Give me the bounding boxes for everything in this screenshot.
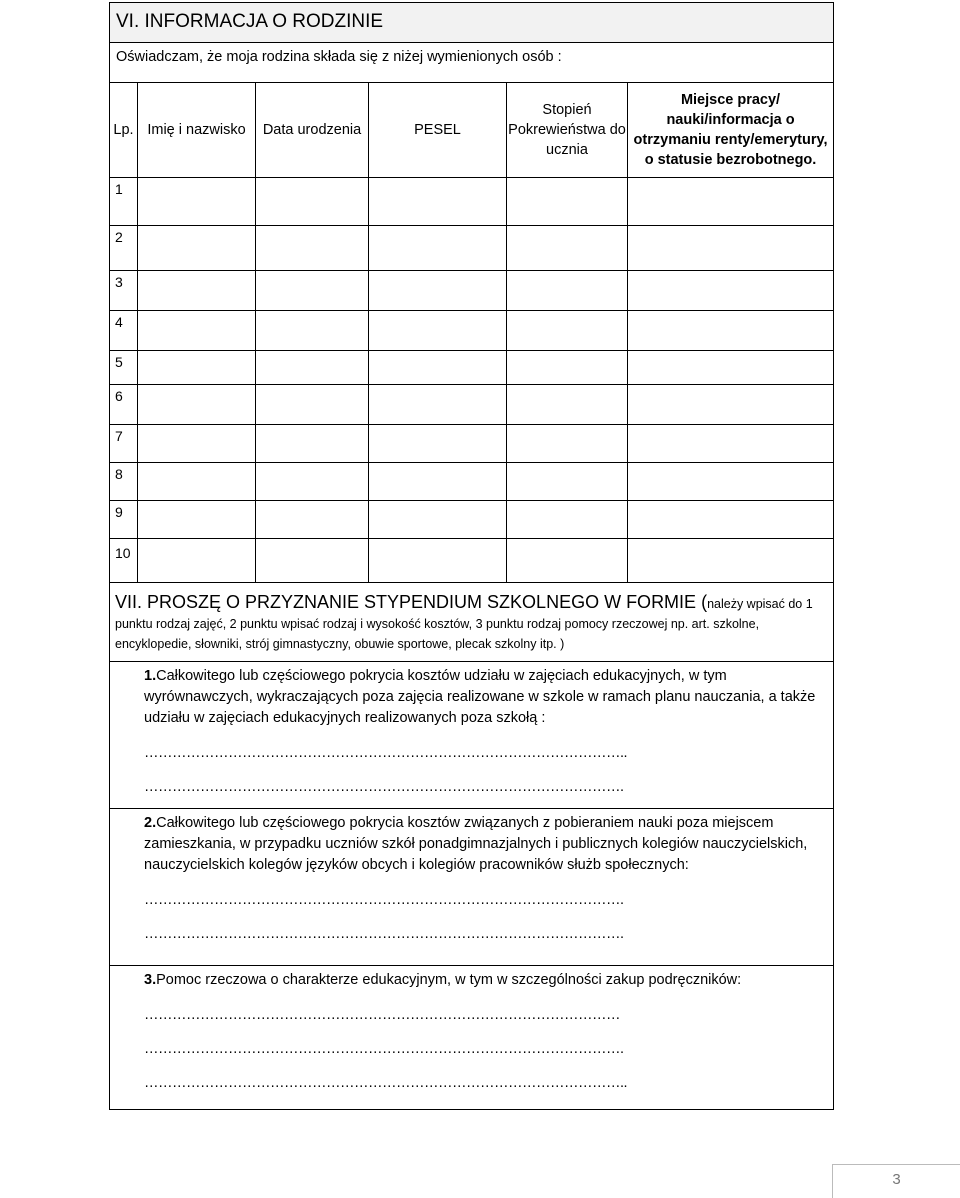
birth-date-cell[interactable]	[256, 385, 369, 425]
name-cell[interactable]	[138, 501, 256, 539]
family-row	[110, 539, 834, 583]
form-table	[109, 2, 834, 1110]
workplace-cell[interactable]	[628, 178, 834, 226]
row-number: 1	[110, 178, 138, 226]
name-cell[interactable]	[138, 178, 256, 226]
family-row	[110, 463, 834, 501]
name-cell[interactable]	[138, 226, 256, 271]
section-7-header	[110, 583, 834, 662]
option-2-number: 2.	[144, 815, 157, 831]
row-number: 2	[110, 226, 138, 271]
option-2-line-1[interactable]: ………………………………………………………………………………………….	[144, 892, 624, 908]
section-7-note: należy wpisać do 1 punktu rodzaj zajęć, 2 punktu wpisać rodzaj i wysokość kosztów, 3 punktu rodzaj pomocy rzeczowej np. art. szkolne, encyklopedie, słowniki, strój gimnastyczny, obuwie sportowe, plecak szkolny itp. )	[115, 597, 813, 651]
relation-cell[interactable]	[507, 271, 628, 311]
relation-cell[interactable]	[507, 385, 628, 425]
row-number: 9	[110, 501, 138, 539]
pesel-cell[interactable]	[369, 178, 507, 226]
option-2-text: Całkowitego lub częściowego pokrycia kosztów związanych z pobieraniem nauki poza miejscem zamieszkania, w przypadku uczniów szkół ponadgimnazjalnych i publicznych kolegiów nauczycielskich, nauczycielskich kolegów języków obcych i kolegiów pracowników służb społecznych:	[144, 815, 808, 873]
birth-date-cell[interactable]	[256, 311, 369, 351]
section-6-intro: Oświadczam, że moja rodzina składa się z niżej wymienionych osób :	[110, 43, 834, 83]
option-3-number: 3.	[144, 972, 157, 988]
row-number: 7	[110, 425, 138, 463]
birth-date-cell[interactable]	[256, 425, 369, 463]
option-2	[110, 809, 834, 966]
col-header-workplace: Miejsce pracy/ nauki/informacja o otrzymaniu renty/emerytury, o statusie bezrobotnego.	[628, 83, 834, 178]
name-cell[interactable]	[138, 271, 256, 311]
option-1-line-1[interactable]: …………………………………………………………………………………………..	[144, 745, 628, 761]
row-number: 3	[110, 271, 138, 311]
relation-cell[interactable]	[507, 463, 628, 501]
option-1-text: Całkowitego lub częściowego pokrycia kosztów udziału w zajęciach edukacyjnych, w tym wyrównawczych, wykraczających poza zajęcia realizowane w szkole w ramach planu nauczania, a także udziału w zajęciach edukacyjnych realizowanych poza szkołą :	[144, 668, 816, 726]
row-number: 4	[110, 311, 138, 351]
birth-date-cell[interactable]	[256, 463, 369, 501]
option-3-line-3[interactable]: …………………………………………………………………………………………..	[144, 1075, 628, 1091]
row-number: 10	[110, 539, 138, 583]
family-row	[110, 351, 834, 385]
birth-date-cell[interactable]	[256, 226, 369, 271]
name-cell[interactable]	[138, 311, 256, 351]
relation-cell[interactable]	[507, 539, 628, 583]
birth-date-cell[interactable]	[256, 501, 369, 539]
relation-cell[interactable]	[507, 226, 628, 271]
name-cell[interactable]	[138, 463, 256, 501]
family-row	[110, 501, 834, 539]
option-1	[110, 662, 834, 809]
pesel-cell[interactable]	[369, 501, 507, 539]
col-header-lp: Lp.	[110, 83, 138, 178]
option-1-number: 1.	[144, 668, 157, 684]
option-3-text: Pomoc rzeczowa o charakterze edukacyjnym, w tym w szczególności zakup podręczników:	[156, 972, 742, 988]
relation-cell[interactable]	[507, 425, 628, 463]
option-3	[110, 966, 834, 1110]
family-row	[110, 178, 834, 226]
col-header-relation: Stopień Pokrewieństwa do ucznia	[507, 83, 628, 178]
birth-date-cell[interactable]	[256, 351, 369, 385]
name-cell[interactable]	[138, 385, 256, 425]
birth-date-cell[interactable]	[256, 271, 369, 311]
section-7-title: VII. PROSZĘ O PRZYZNANIE STYPENDIUM SZKOLNEGO W FORMIE (	[115, 592, 708, 612]
family-row	[110, 311, 834, 351]
pesel-cell[interactable]	[369, 385, 507, 425]
name-cell[interactable]	[138, 425, 256, 463]
workplace-cell[interactable]	[628, 311, 834, 351]
pesel-cell[interactable]	[369, 351, 507, 385]
name-cell[interactable]	[138, 539, 256, 583]
workplace-cell[interactable]	[628, 425, 834, 463]
pesel-cell[interactable]	[369, 271, 507, 311]
birth-date-cell[interactable]	[256, 539, 369, 583]
family-table-header	[110, 83, 834, 178]
option-3-line-2[interactable]: ………………………………………………………………………………………….	[144, 1041, 624, 1057]
col-header-name: Imię i nazwisko	[138, 83, 256, 178]
relation-cell[interactable]	[507, 311, 628, 351]
option-3-line-1[interactable]: …………………………………………………………………………………………	[144, 1007, 620, 1023]
col-header-pesel: PESEL	[369, 83, 507, 178]
relation-cell[interactable]	[507, 501, 628, 539]
family-row	[110, 271, 834, 311]
option-1-line-2[interactable]: ………………………………………………………………………………………….	[144, 779, 624, 795]
row-number: 8	[110, 463, 138, 501]
col-header-birth-date: Data urodzenia	[256, 83, 369, 178]
workplace-cell[interactable]	[628, 271, 834, 311]
pesel-cell[interactable]	[369, 539, 507, 583]
page-number: 3	[832, 1164, 960, 1198]
pesel-cell[interactable]	[369, 463, 507, 501]
pesel-cell[interactable]	[369, 226, 507, 271]
workplace-cell[interactable]	[628, 385, 834, 425]
name-cell[interactable]	[138, 351, 256, 385]
family-row	[110, 385, 834, 425]
relation-cell[interactable]	[507, 178, 628, 226]
option-2-line-2[interactable]: ………………………………………………………………………………………….	[144, 926, 624, 942]
workplace-cell[interactable]	[628, 226, 834, 271]
workplace-cell[interactable]	[628, 351, 834, 385]
pesel-cell[interactable]	[369, 311, 507, 351]
workplace-cell[interactable]	[628, 539, 834, 583]
birth-date-cell[interactable]	[256, 178, 369, 226]
row-number: 5	[110, 351, 138, 385]
workplace-cell[interactable]	[628, 463, 834, 501]
row-number: 6	[110, 385, 138, 425]
family-row	[110, 226, 834, 271]
relation-cell[interactable]	[507, 351, 628, 385]
family-row	[110, 425, 834, 463]
workplace-cell[interactable]	[628, 501, 834, 539]
pesel-cell[interactable]	[369, 425, 507, 463]
section-6-title: VI. INFORMACJA O RODZINIE	[110, 3, 834, 43]
